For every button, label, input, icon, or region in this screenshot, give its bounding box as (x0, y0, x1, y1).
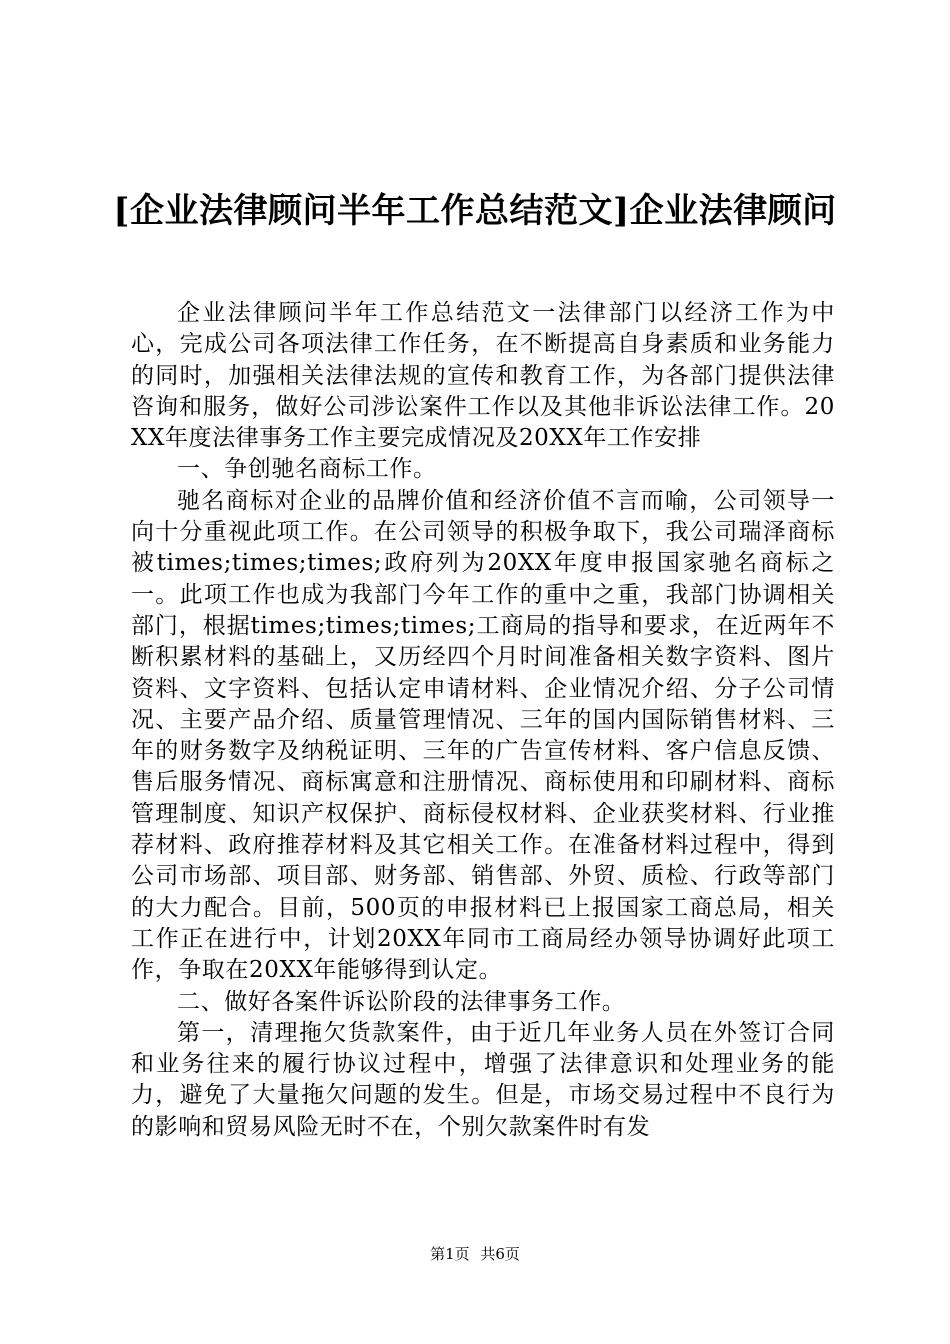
section-heading-2: 二、做好各案件诉讼阶段的法律事务工作。 (177, 988, 626, 1015)
paragraph-intro: 企业法律顾问半年工作总结范文一法律部门以经济工作为中心，完成公司各项法律工作任务，在不断提高自身素质和业务能力的同时，加强相关法律法规的宣传和教育工作，为各部门提供法律咨询和服务，做好公司涉讼案件工作以及其他非诉讼法律工作。20XX年度法律事务工作主要完成情况及20XX年工作安排 (131, 300, 835, 452)
document-title: [企业法律顾问半年工作总结范文]企业法律顾问 (113, 191, 837, 231)
document-body (131, 298, 835, 1143)
paragraph-litigation: 第一，清理拖欠货款案件，由于近几年业务人员在外签订合同和业务往来的履行协议过程中，增强了法律意识和处理业务的能力，避免了大量拖欠问题的发生。但是，市场交易过程中不良行为的影响和贸易风险无时不在，个别欠款案件时有发 (131, 1019, 835, 1140)
page-footer (0, 1244, 950, 1264)
page-total: 共6页 (480, 1245, 520, 1263)
paragraph-trademark: 驰名商标对企业的品牌价值和经济价值不言而喻，公司领导一向十分重视此项工作。在公司领导的积极争取下，我公司瑞泽商标被times;times;times;政府列为20XX年度申报国家驰名商标之一。此项工作也成为我部门今年工作的重中之重，我部门协调相关部门，根据times;times;times;工商局的指导和要求，在近两年不断积累材料的基础上，又历经四个月时间准备相关数字资料、图片资料、文字资料、包括认定申请材料、企业情况介绍、分子公司情况、主要产品介绍、质量管理情况、三年的国内国际销售材料、三年的财务数字及纳税证明、三年的广告宣传材料、客户信息反馈、售后服务情况、商标寓意和注册情况、商标使用和印刷材料、商标管理制度、知识产权保护、商标侵权材料、企业获奖材料、行业推荐材料、政府推荐材料及其它相关工作。在准备材料过程中，得到公司市场部、项目部、财务部、销售部、外贸、质检、行政等部门的大力配合。目前，500页的申报材料已上报国家工商总局，相关工作正在进行中，计划20XX年同市工商局经办领导协调好此项工作，争取在20XX年能够得到认定。 (131, 487, 835, 984)
section-heading-1: 一、争创驰名商标工作。 (177, 456, 437, 483)
page-number: 第1页 (430, 1245, 470, 1263)
